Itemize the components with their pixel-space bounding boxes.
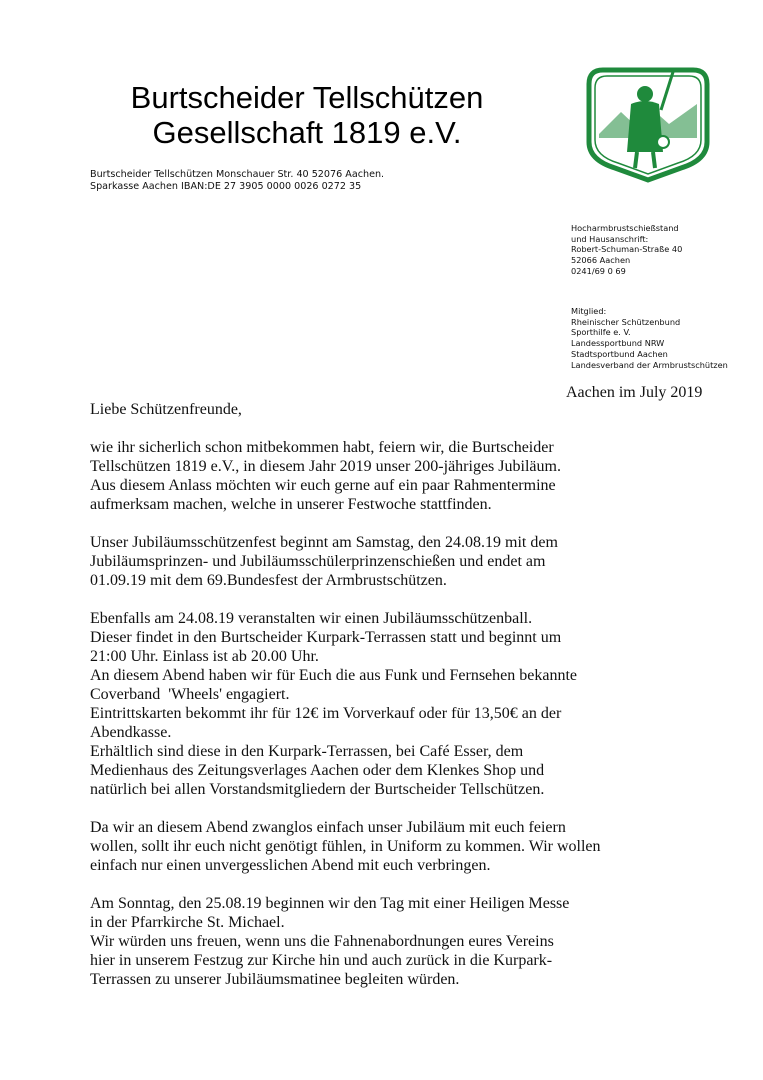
range-address bbox=[571, 223, 682, 277]
range-address-line: Hocharmbrustschießstand bbox=[571, 223, 679, 233]
salutation: Liebe Schützenfreunde, bbox=[90, 401, 242, 418]
body-line: Abendkasse. bbox=[90, 724, 172, 741]
body-line: Tellschützen 1819 e.V., in diesem Jahr 2019 unser 200-jähriges Jubiläum. bbox=[90, 458, 561, 475]
body-line bbox=[90, 514, 601, 533]
club-logo-icon bbox=[581, 64, 715, 184]
body-line: natürlich bei allen Vorstandsmitgliedern der Burtscheider Tellschützen. bbox=[90, 781, 545, 798]
body-line: 01.09.19 mit dem 69.Bundesfest der Armbrustschützen. bbox=[90, 572, 447, 589]
sender-address bbox=[90, 169, 384, 193]
body-line: Medienhaus des Zeitungsverlages Aachen oder dem Klenkes Shop und bbox=[90, 762, 545, 779]
body-line: An diesem Abend haben wir für Euch die aus Funk und Fernsehen bekannte bbox=[90, 667, 577, 684]
memberships-heading: Mitglied: bbox=[571, 306, 607, 316]
letter-date: Aachen im July 2019 bbox=[566, 384, 703, 401]
range-address-line: Robert-Schuman-Straße 40 bbox=[571, 244, 683, 255]
body-line: Terrassen zu unserer Jubiläumsmatinee begleiten würden. bbox=[90, 971, 460, 988]
membership-item: Landesverband der Armbrustschützen bbox=[571, 359, 728, 370]
body-line: wollen, sollt ihr euch nicht genötigt fühlen, in Uniform zu kommen. Wir wollen bbox=[90, 838, 601, 855]
body-line: Coverband 'Wheels' engagiert. bbox=[90, 686, 290, 703]
letter-body bbox=[90, 400, 601, 989]
body-line: Jubiläumsprinzen- und Jubiläumsschülerprinzenschießen und endet am bbox=[90, 553, 546, 570]
body-line bbox=[90, 799, 601, 818]
body-line: Da wir an diesem Abend zwanglos einfach unser Jubiläum mit euch feiern bbox=[90, 819, 566, 836]
body-line: aufmerksam machen, welche in unserer Festwoche stattfinden. bbox=[90, 496, 492, 513]
memberships bbox=[571, 306, 728, 370]
body-line: 21:00 Uhr. Einlass ist ab 20.00 Uhr. bbox=[90, 648, 319, 665]
membership-item: Rheinischer Schützenbund bbox=[571, 316, 681, 327]
range-address-line: 52066 Aachen bbox=[571, 255, 631, 266]
body-line: Unser Jubiläumsschützenfest beginnt am Samstag, den 24.08.19 mit dem bbox=[90, 534, 558, 551]
body-line: Eintrittskarten bekommt ihr für 12€ im Vorverkauf oder für 13,50€ an der bbox=[90, 705, 562, 722]
membership-item: Stadtsportbund Aachen bbox=[571, 348, 668, 359]
body-line bbox=[90, 419, 601, 438]
body-line bbox=[90, 590, 601, 609]
body-line: Ebenfalls am 24.08.19 veranstalten wir einen Jubiläumsschützenball. bbox=[90, 610, 533, 627]
body-line: Am Sonntag, den 25.08.19 beginnen wir den Tag mit einer Heiligen Messe bbox=[90, 895, 570, 912]
body-line: Aus diesem Anlass möchten wir euch gerne auf ein paar Rahmentermine bbox=[90, 477, 556, 494]
club-title bbox=[72, 80, 542, 150]
body-line: hier in unserem Festzug zur Kirche hin und auch zurück in die Kurpark- bbox=[90, 952, 553, 969]
club-title-line-2: Gesellschaft 1819 e.V. bbox=[152, 115, 462, 150]
body-line: in der Pfarrkirche St. Michael. bbox=[90, 914, 285, 931]
body-line: Dieser findet in den Burtscheider Kurpark-Terrassen statt und beginnt um bbox=[90, 629, 562, 646]
membership-item: Landessportbund NRW bbox=[571, 338, 665, 349]
range-phone: 0241/69 0 69 bbox=[571, 265, 626, 276]
sender-address-line: Burtscheider Tellschützen Monschauer Str. 40 52076 Aachen. bbox=[90, 169, 385, 180]
range-address-line: und Hausanschrift: bbox=[571, 233, 649, 244]
membership-item: Sporthilfe e. V. bbox=[571, 327, 631, 338]
body-line: Wir würden uns freuen, wenn uns die Fahnenabordnungen eures Vereins bbox=[90, 933, 554, 950]
body-line: einfach nur einen unvergesslichen Abend mit euch verbringen. bbox=[90, 857, 491, 874]
bank-details-line: Sparkasse Aachen IBAN:DE 27 3905 0000 0026 0272 35 bbox=[90, 181, 362, 192]
body-line: wie ihr sicherlich schon mitbekommen habt, feiern wir, die Burtscheider bbox=[90, 439, 554, 456]
body-line: Erhältlich sind diese in den Kurpark-Terrassen, bei Café Esser, dem bbox=[90, 743, 524, 760]
club-title-line-1: Burtscheider Tellschützen bbox=[130, 80, 484, 115]
body-line bbox=[90, 875, 601, 894]
